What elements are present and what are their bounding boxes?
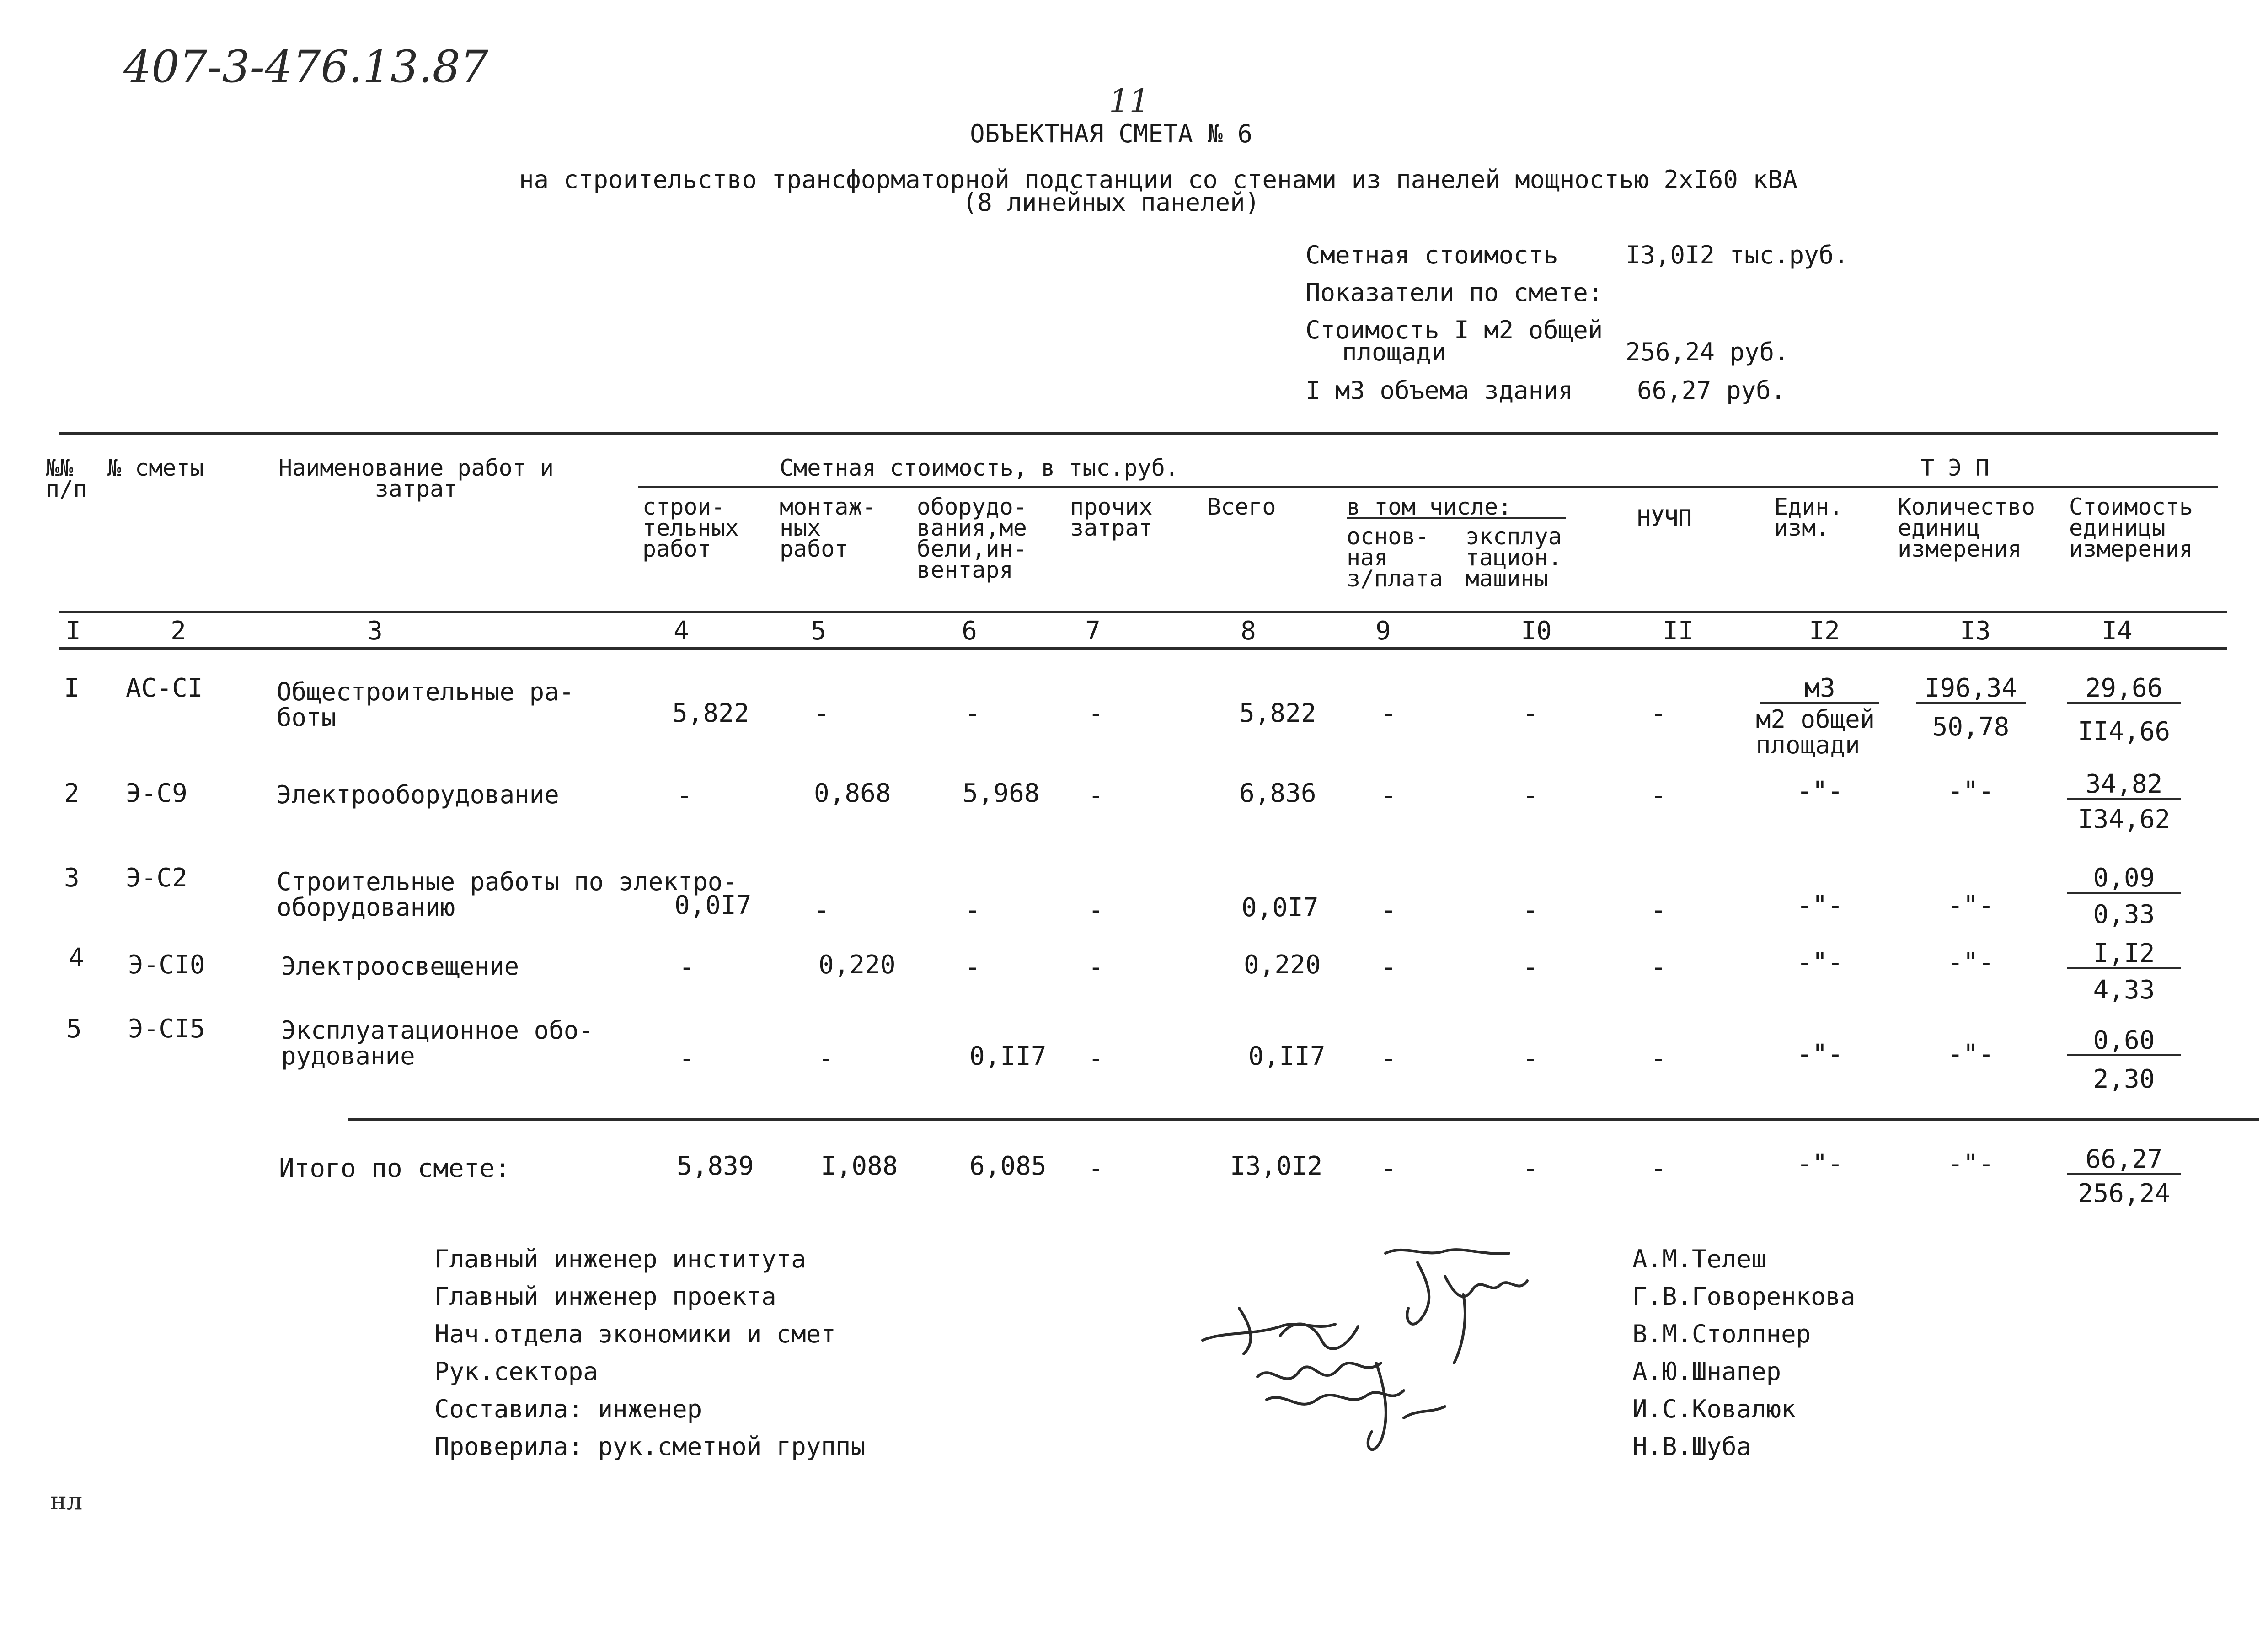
unit-cost-primary: 34,82 [2067, 771, 2181, 800]
document-title: ОБЪЕКТНАЯ СМЕТА № 6 [970, 119, 1252, 148]
unit-cost-primary: 29,66 [2067, 675, 2181, 704]
header-estimate-no: № сметы [107, 455, 204, 481]
work-name: Общестроительные ра- боты [277, 677, 574, 732]
page-number: 11 [1109, 82, 1150, 120]
cost-equipment: - [965, 698, 980, 728]
unit-ditto: -"- [1797, 948, 1843, 977]
cost-construction: - [679, 1044, 695, 1074]
signature-name: В.М.Столпнер [1632, 1320, 1811, 1348]
unit-cost-primary: I,I2 [2067, 940, 2181, 969]
cost-equipment: - [965, 895, 980, 925]
estimate-code: АС-СI [126, 673, 203, 703]
cost-total: 6,836 [1239, 778, 1316, 808]
document-code: 407-3-476.13.87 [123, 41, 488, 92]
unit-cost-secondary: II4,66 [2077, 717, 2171, 746]
row-number: I [64, 673, 80, 703]
cost-construction: 0,0I7 [674, 891, 752, 920]
group-tep-rule [1767, 486, 2218, 488]
estimate-code: Э-СI0 [128, 950, 205, 980]
unit-ditto: -"- [1797, 776, 1843, 806]
header-total: Всего [1207, 494, 1276, 520]
cost-machines: - [1523, 952, 1538, 982]
total-nuchp: - [1651, 1154, 1666, 1183]
header-group-cost: Сметная стоимость, в тыс.руб. [780, 455, 1179, 481]
colnum-2: 2 [171, 616, 186, 646]
area-cost-value: 256,24 руб. [1626, 338, 1789, 366]
group-cost-rule [638, 486, 1767, 488]
colnum-3: 3 [367, 616, 383, 646]
signature-name: Г.В.Говоренкова [1632, 1282, 1856, 1311]
signature-role: Главный инженер института [434, 1245, 806, 1273]
cost-total: 0,II7 [1248, 1041, 1326, 1071]
cost-construction: - [677, 781, 692, 811]
cost-equipment: 5,968 [963, 778, 1040, 808]
header-other: прочих затрат [1070, 494, 1153, 541]
row-number: 3 [64, 863, 80, 893]
total-unit-ditto: -"- [1797, 1149, 1843, 1179]
cost-nuchp: - [1651, 895, 1666, 925]
document-subtitle: на строительство трансформаторной подстанции со стенами из панелей мощностью 2хI60 кВА [519, 165, 1797, 194]
cost-installation: 0,868 [814, 778, 891, 808]
cost-base-salary: - [1381, 698, 1396, 728]
estimate-code: Э-С9 [126, 778, 187, 808]
cost-total: 0,220 [1244, 950, 1321, 980]
signature-role: Нач.отдела экономики и смет [434, 1320, 836, 1348]
colnum-8: 8 [1241, 616, 1256, 646]
quantity-ditto: -"- [1947, 948, 1994, 977]
header-construction: строи- тельных работ [642, 494, 739, 562]
cost-value: I3,0I2 тыс.руб. [1626, 241, 1849, 269]
volume-cost-label: I м3 объема здания [1305, 376, 1573, 405]
estimate-code: Э-С2 [126, 863, 187, 893]
cost-nuchp: - [1651, 698, 1666, 728]
signature-name: А.Ю.Шнапер [1632, 1357, 1781, 1386]
signature-role: Проверила: рук.сметной группы [434, 1432, 866, 1461]
signature-role: Составила: инженер [434, 1395, 702, 1423]
total-label: Итого по смете: [279, 1154, 510, 1183]
total-other: - [1088, 1154, 1104, 1183]
header-bottom-rule [59, 611, 2227, 613]
colnum-9: 9 [1375, 616, 1391, 646]
colnum-4: 4 [674, 616, 689, 646]
cost-installation: - [814, 895, 829, 925]
header-nuchp: НУЧП [1637, 505, 1692, 531]
work-name: Электрооборудование [277, 780, 559, 809]
quantity-secondary: 50,78 [1932, 712, 2010, 742]
cost-machines: - [1523, 895, 1538, 925]
colnum-6: 6 [962, 616, 977, 646]
unit-secondary: м2 общей площади [1756, 705, 1875, 759]
colnum-11: II [1663, 616, 1694, 646]
total-machines: - [1523, 1154, 1538, 1183]
document-subtitle-note: (8 линейных панелей) [962, 188, 1260, 217]
total-equipment: 6,085 [969, 1151, 1047, 1181]
cost-equipment: 0,II7 [969, 1041, 1047, 1071]
cost-other: - [1088, 895, 1104, 925]
header-num: №№ п/п [46, 455, 87, 502]
unit-cost-secondary: 2,30 [2093, 1064, 2155, 1094]
area-cost-label: Стоимость I м2 общей [1305, 316, 1603, 344]
colnum-12: I2 [1809, 616, 1840, 646]
colnum-14: I4 [2102, 616, 2133, 646]
colnum-7: 7 [1085, 616, 1101, 646]
header-machines: эксплуа тацион. машины [1466, 523, 1562, 592]
cost-other: - [1088, 1044, 1104, 1074]
work-name: Электроосвещение [281, 952, 519, 981]
total-installation: I,088 [821, 1151, 898, 1181]
unit-cost-primary: 0,60 [2067, 1027, 2181, 1056]
signature-name: Н.В.Шуба [1632, 1432, 1752, 1461]
cost-construction: - [679, 952, 695, 982]
total-unit-cost-primary: 66,27 [2067, 1146, 2181, 1175]
cost-machines: - [1523, 1044, 1538, 1074]
colnum-10: I0 [1521, 616, 1552, 646]
header-quantity: Количество единиц измерения [1898, 494, 2036, 562]
cost-other: - [1088, 698, 1104, 728]
unit-ditto: -"- [1797, 891, 1843, 920]
handwritten-signatures [1189, 1226, 1600, 1482]
colnum-1: I [65, 616, 81, 646]
header-including: в том числе: [1347, 496, 1566, 519]
header-unit: Един. изм. [1774, 494, 1843, 541]
signature-name: А.М.Телеш [1632, 1245, 1766, 1273]
cost-installation: - [814, 698, 829, 728]
total-sum: I3,0I2 [1230, 1151, 1323, 1181]
cost-installation: 0,220 [818, 950, 896, 980]
quantity-ditto: -"- [1947, 1039, 1994, 1069]
row-number: 5 [66, 1014, 82, 1044]
cost-base-salary: - [1381, 1044, 1396, 1074]
row-number: 4 [69, 943, 84, 973]
unit-cost-secondary: 0,33 [2093, 900, 2155, 929]
total-unit-cost-secondary: 256,24 [2077, 1179, 2171, 1208]
total-rule [348, 1118, 2259, 1121]
table-top-rule [59, 432, 2218, 435]
total-quantity-ditto: -"- [1947, 1149, 1994, 1179]
colnum-5: 5 [811, 616, 826, 646]
cost-nuchp: - [1651, 1044, 1666, 1074]
quantity-ditto: -"- [1947, 891, 1994, 920]
cost-installation: - [818, 1044, 834, 1074]
cost-total: 0,0I7 [1241, 893, 1319, 923]
signature-role: Главный инженер проекта [434, 1282, 776, 1311]
colnum-13: I3 [1960, 616, 1991, 646]
footer-mark: нл [50, 1487, 83, 1515]
quantity-ditto: -"- [1947, 776, 1994, 806]
header-name: Наименование работ и затрат [278, 455, 554, 502]
cost-machines: - [1523, 698, 1538, 728]
indicators-label: Показатели по смете: [1305, 278, 1603, 307]
header-equipment: оборудо- вания,ме бели,ин- вентаря [917, 494, 1027, 583]
volume-cost-value: 66,27 руб. [1637, 376, 1786, 405]
area-cost-label-2: площади [1342, 338, 1446, 366]
header-installation: монтаж- ных работ [780, 494, 876, 562]
work-name: Эксплуатационное обо- рудование [281, 1016, 594, 1070]
unit-primary: м3 [1760, 675, 1879, 704]
cost-other: - [1088, 781, 1104, 811]
row-number: 2 [64, 778, 80, 808]
estimate-code: Э-СI5 [128, 1014, 205, 1044]
cost-base-salary: - [1381, 895, 1396, 925]
header-base-salary: основ- ная з/плата [1347, 523, 1443, 592]
header-unit-cost: Стоимость единицы измерения [2069, 494, 2193, 562]
total-base-salary: - [1381, 1154, 1396, 1183]
work-name: Строительные работы по электро- оборудованию [277, 867, 738, 922]
quantity-primary: I96,34 [1916, 675, 2026, 704]
signature-role: Рук.сектора [434, 1357, 598, 1386]
colnum-bottom-rule [59, 647, 2227, 650]
unit-cost-primary: 0,09 [2067, 864, 2181, 894]
cost-nuchp: - [1651, 952, 1666, 982]
cost-base-salary: - [1381, 952, 1396, 982]
cost-base-salary: - [1381, 781, 1396, 811]
unit-cost-secondary: I34,62 [2077, 805, 2171, 834]
cost-construction: 5,822 [672, 698, 749, 728]
cost-equipment: - [965, 952, 980, 982]
unit-ditto: -"- [1797, 1039, 1843, 1069]
cost-machines: - [1523, 781, 1538, 811]
total-construction: 5,839 [677, 1151, 754, 1181]
cost-other: - [1088, 952, 1104, 982]
cost-total: 5,822 [1239, 698, 1316, 728]
unit-cost-secondary: 4,33 [2093, 975, 2155, 1005]
header-group-tep: Т Э П [1920, 455, 1990, 481]
cost-label: Сметная стоимость [1305, 241, 1558, 269]
signature-name: И.С.Ковалюк [1632, 1395, 1796, 1423]
cost-nuchp: - [1651, 781, 1666, 811]
